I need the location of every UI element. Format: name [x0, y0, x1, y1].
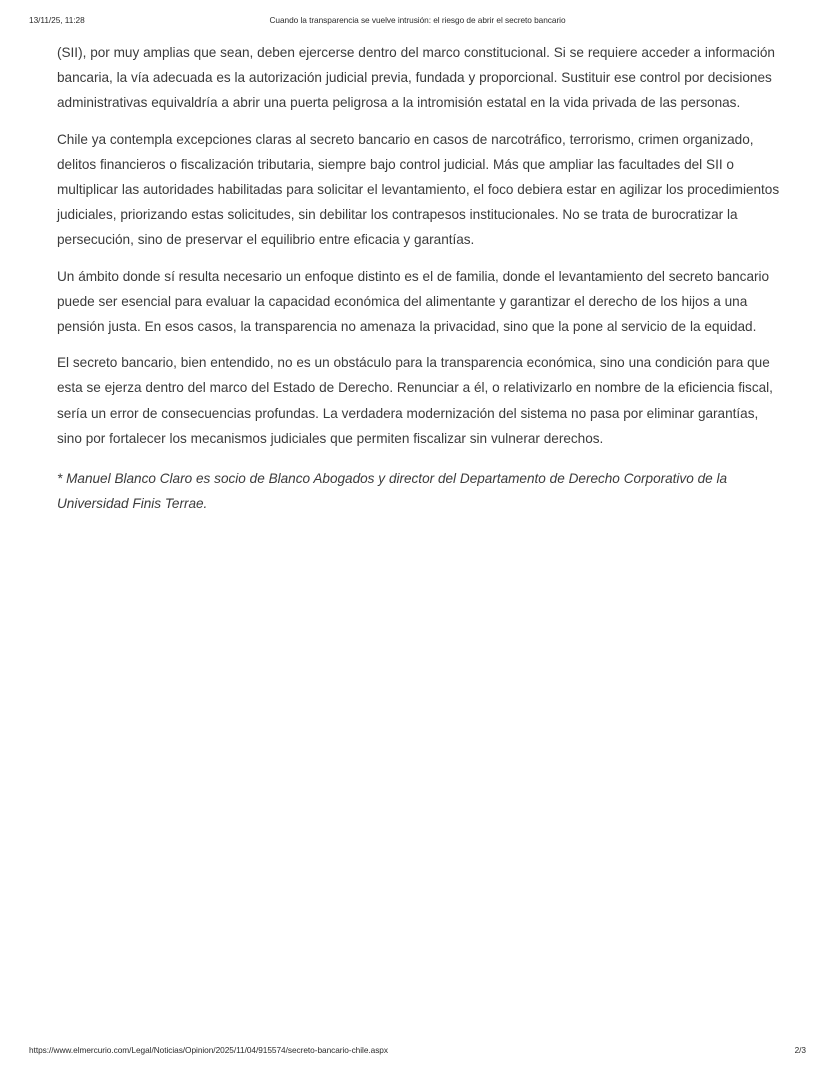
article-paragraph: El secreto bancario, bien entendido, no es un obstáculo para la transparencia económica, sino una condición para que esta se ejerza dentro del marco del Estado de Derecho. Renunciar a él, o relativizarlo en nombre de la eficiencia fiscal, sería un error de consecuencias profundas. La verdadera modernización del sistema no pasa por eliminar garantías, sino por fortalecer los mecanismos judiciales que permiten fiscalizar sin vulnerar derechos. [57, 355, 773, 446]
article-paragraph: (SII), por muy amplias que sean, deben ejercerse dentro del marco constitucional. Si se requiere acceder a información bancaria, la vía adecuada es la autorización judicial previa, fundada y proporcional. Sustituir ese control por decisiones administrativas equivaldría a abrir una puerta peligrosa a la intromisión estatal en la vida privada de las personas. [57, 45, 775, 111]
article-paragraph: Chile ya contempla excepciones claras al secreto bancario en casos de narcotráfico, terrorismo, crimen organizado, delitos financieros o fiscalización tributaria, siempre bajo control judicial. Más que ampliar las facultades del SII o multiplicar las autoridades habilitadas para solicitar el levantamiento, el foco debiera estar en agilizar los procedimientos judiciales, priorizando estas solicitudes, sin debilitar los contrapesos institucionales. No se trata de burocratizar la persecución, sino de preservar el equilibrio entre eficacia y garantías. [57, 131, 780, 248]
article-paragraph: Un ámbito donde sí resulta necesario un enfoque distinto es el de familia, donde el levantamiento del secreto bancario puede ser esencial para evaluar la capacidad económica del alimentante y garantizar el derecho de los hijos a una pensión justa. En esos casos, la transparencia no amenaza la privacidad, sino que la pone al servicio de la equidad. [57, 268, 770, 335]
header-article-title: Cuando la transparencia se vuelve intrusión: el riesgo de abrir el secreto bancario [269, 15, 566, 25]
page-header [0, 15, 835, 29]
page-footer [0, 1045, 835, 1059]
article-body [57, 40, 783, 516]
footer-source-url: https://www.elmercurio.com/Legal/Noticias/Opinion/2025/11/04/915574/secreto-bancario-chile.aspx [29, 1045, 388, 1055]
footer-page-number: 2/3 [794, 1045, 806, 1055]
header-timestamp: 13/11/25, 11:28 [29, 15, 85, 25]
author-byline: * Manuel Blanco Claro es socio de Blanco Abogados y director del Departamento de Derecho Corporativo de la Universidad Finis Terrae. [57, 471, 728, 512]
